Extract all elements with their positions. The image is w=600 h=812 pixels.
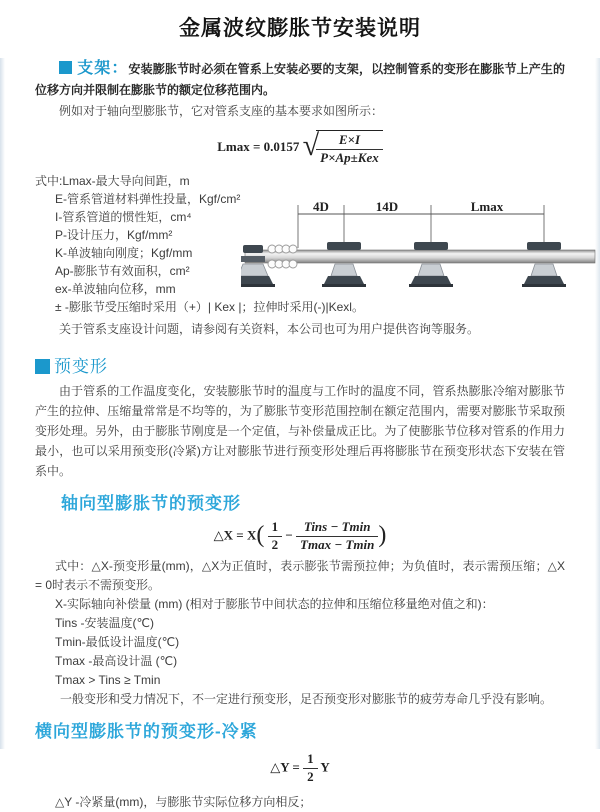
definition-line: E-管系管道材料弹性投量，Kgf/cm² <box>55 191 241 206</box>
definition-line: Ap-膨胀节有效面积，cm² <box>55 263 190 278</box>
formula-lhs: △X = X <box>213 527 257 543</box>
sqrt-radical-icon: √ <box>302 128 320 162</box>
half-numerator: 1 <box>268 520 283 537</box>
axial-predeform-formula <box>35 520 565 553</box>
open-paren: ( <box>256 521 265 548</box>
temp-denominator: Tmax − Tmin <box>300 536 375 552</box>
axial-def-line: Tmin-最低设计温度(℃) <box>55 634 180 649</box>
support-note: 关于管系支座设计问题，请参阅有关资料，本公司也可为用户提供咨询等服务。 <box>59 321 480 336</box>
formula-rhs: Y <box>320 759 330 775</box>
section-marker-icon <box>35 359 50 374</box>
definition-line: K-单波轴向刚度；Kgf/mm <box>55 245 193 260</box>
dim-label-14d: 14D <box>375 199 399 214</box>
definition-line: I-管系管道的惯性矩，cm⁴ <box>55 209 192 224</box>
support-intro-paragraph <box>35 58 565 101</box>
pipe-support <box>522 242 566 287</box>
predeform-section-title: 预变形 <box>54 356 108 376</box>
axial-predeform-heading: 轴向型膨胀节的预变形 <box>61 493 241 513</box>
axial-def-line: Tmax -最高设计温 (℃) <box>55 653 178 668</box>
dim-label-lmax: Lmax <box>470 199 504 214</box>
document-page <box>0 12 600 809</box>
minus-sign: − <box>285 527 293 543</box>
axial-def-line: Tins -安装温度(℃) <box>55 615 155 630</box>
dim-label-4d: 4D <box>313 199 329 214</box>
lateral-def-line: △Y -冷紧量(mm)，与膨胀节实际位移方向相反； <box>55 794 312 809</box>
half-denominator: 2 <box>307 768 314 784</box>
definition-line: ex-单波轴向位移，mm <box>55 281 176 296</box>
definition-line: 式中:Lmax-最大导向间距，m <box>35 173 190 188</box>
axial-def-line: Tmax > Tins ≥ Tmin <box>55 672 161 687</box>
lateral-predeform-formula <box>35 752 565 785</box>
support-example-text: 例如对于轴向型膨胀节，它对管系支座的基本要求如图所示： <box>59 104 384 118</box>
lateral-predeform-heading: 横向型膨胀节的预变形-冷紧 <box>35 721 258 741</box>
axial-def-line: 一般变形和受力情况下，不一定进行预变形，足否预变形对膨胀节的疲劳寿命几乎没有影响。 <box>60 691 553 706</box>
pipe-support <box>322 242 366 287</box>
definition-line: ± -膨胀节受压缩时采用（+）| Kex |；拉伸时采用(-)|Kexl。 <box>55 299 364 314</box>
predeform-section-heading <box>35 352 565 377</box>
axial-def-line: X-实际轴向补偿量 (mm) (相对于膨胀节中间状态的拉伸和压缩位移量绝对值之和)： <box>55 596 494 611</box>
definitions-and-diagram <box>35 172 565 316</box>
pipe-support <box>409 242 453 287</box>
formula-lhs: Lmax = 0.0157 <box>217 138 300 154</box>
formula-lhs: △Y = <box>270 759 300 775</box>
page-title: 金属波纹膨胀节安装说明 <box>179 17 421 40</box>
predeform-paragraph: 由于管系的工作温度变化，安装膨胀节时的温度与工作时的温度不同，管系热膨胀冷缩对膨胀节产生的拉伸、压缩量常常是不均等的，为了膨胀节变形范围控制在额定范围内，需要对膨胀节采取预变形处理。另外，由于膨胀节刚度是一个定值，与补偿量成正比。为了使膨胀节位移对管系的作用力最小，也可以采用预变形(冷紧)方让对膨胀节进行预变形处理后再将膨胀节在预变形状态下安装在管系中。 <box>35 383 565 478</box>
axial-def-line: 式中：△X-预变形量(mm)，△X为正值时，表示膨张节需预拉伸；为负值时，表示需预压缩；△X = 0时表示不需预变形。 <box>35 558 565 592</box>
formula-denominator: P×Ap±Kex <box>320 149 379 165</box>
section-marker-icon <box>59 61 72 74</box>
half-denominator: 2 <box>271 536 279 552</box>
formula-numerator: E×I <box>316 133 383 150</box>
pipe <box>245 250 595 263</box>
close-paren: ) <box>378 521 387 548</box>
temp-numerator: Tins − Tmin <box>296 520 378 537</box>
half-numerator: 1 <box>303 752 318 769</box>
guide-spacing-formula <box>35 130 565 166</box>
support-intro-text: 安装膨胀节时必须在管系上安装必要的支架，以控制管系的变形在膨胀节上产生的位移方向并限制在膨胀节的额定位移范围内。 <box>35 62 565 97</box>
pipe-support-diagram <box>241 200 597 295</box>
support-section-title: 支架： <box>77 60 129 77</box>
definition-line: P-设计压力，Kgf/mm² <box>55 227 173 242</box>
